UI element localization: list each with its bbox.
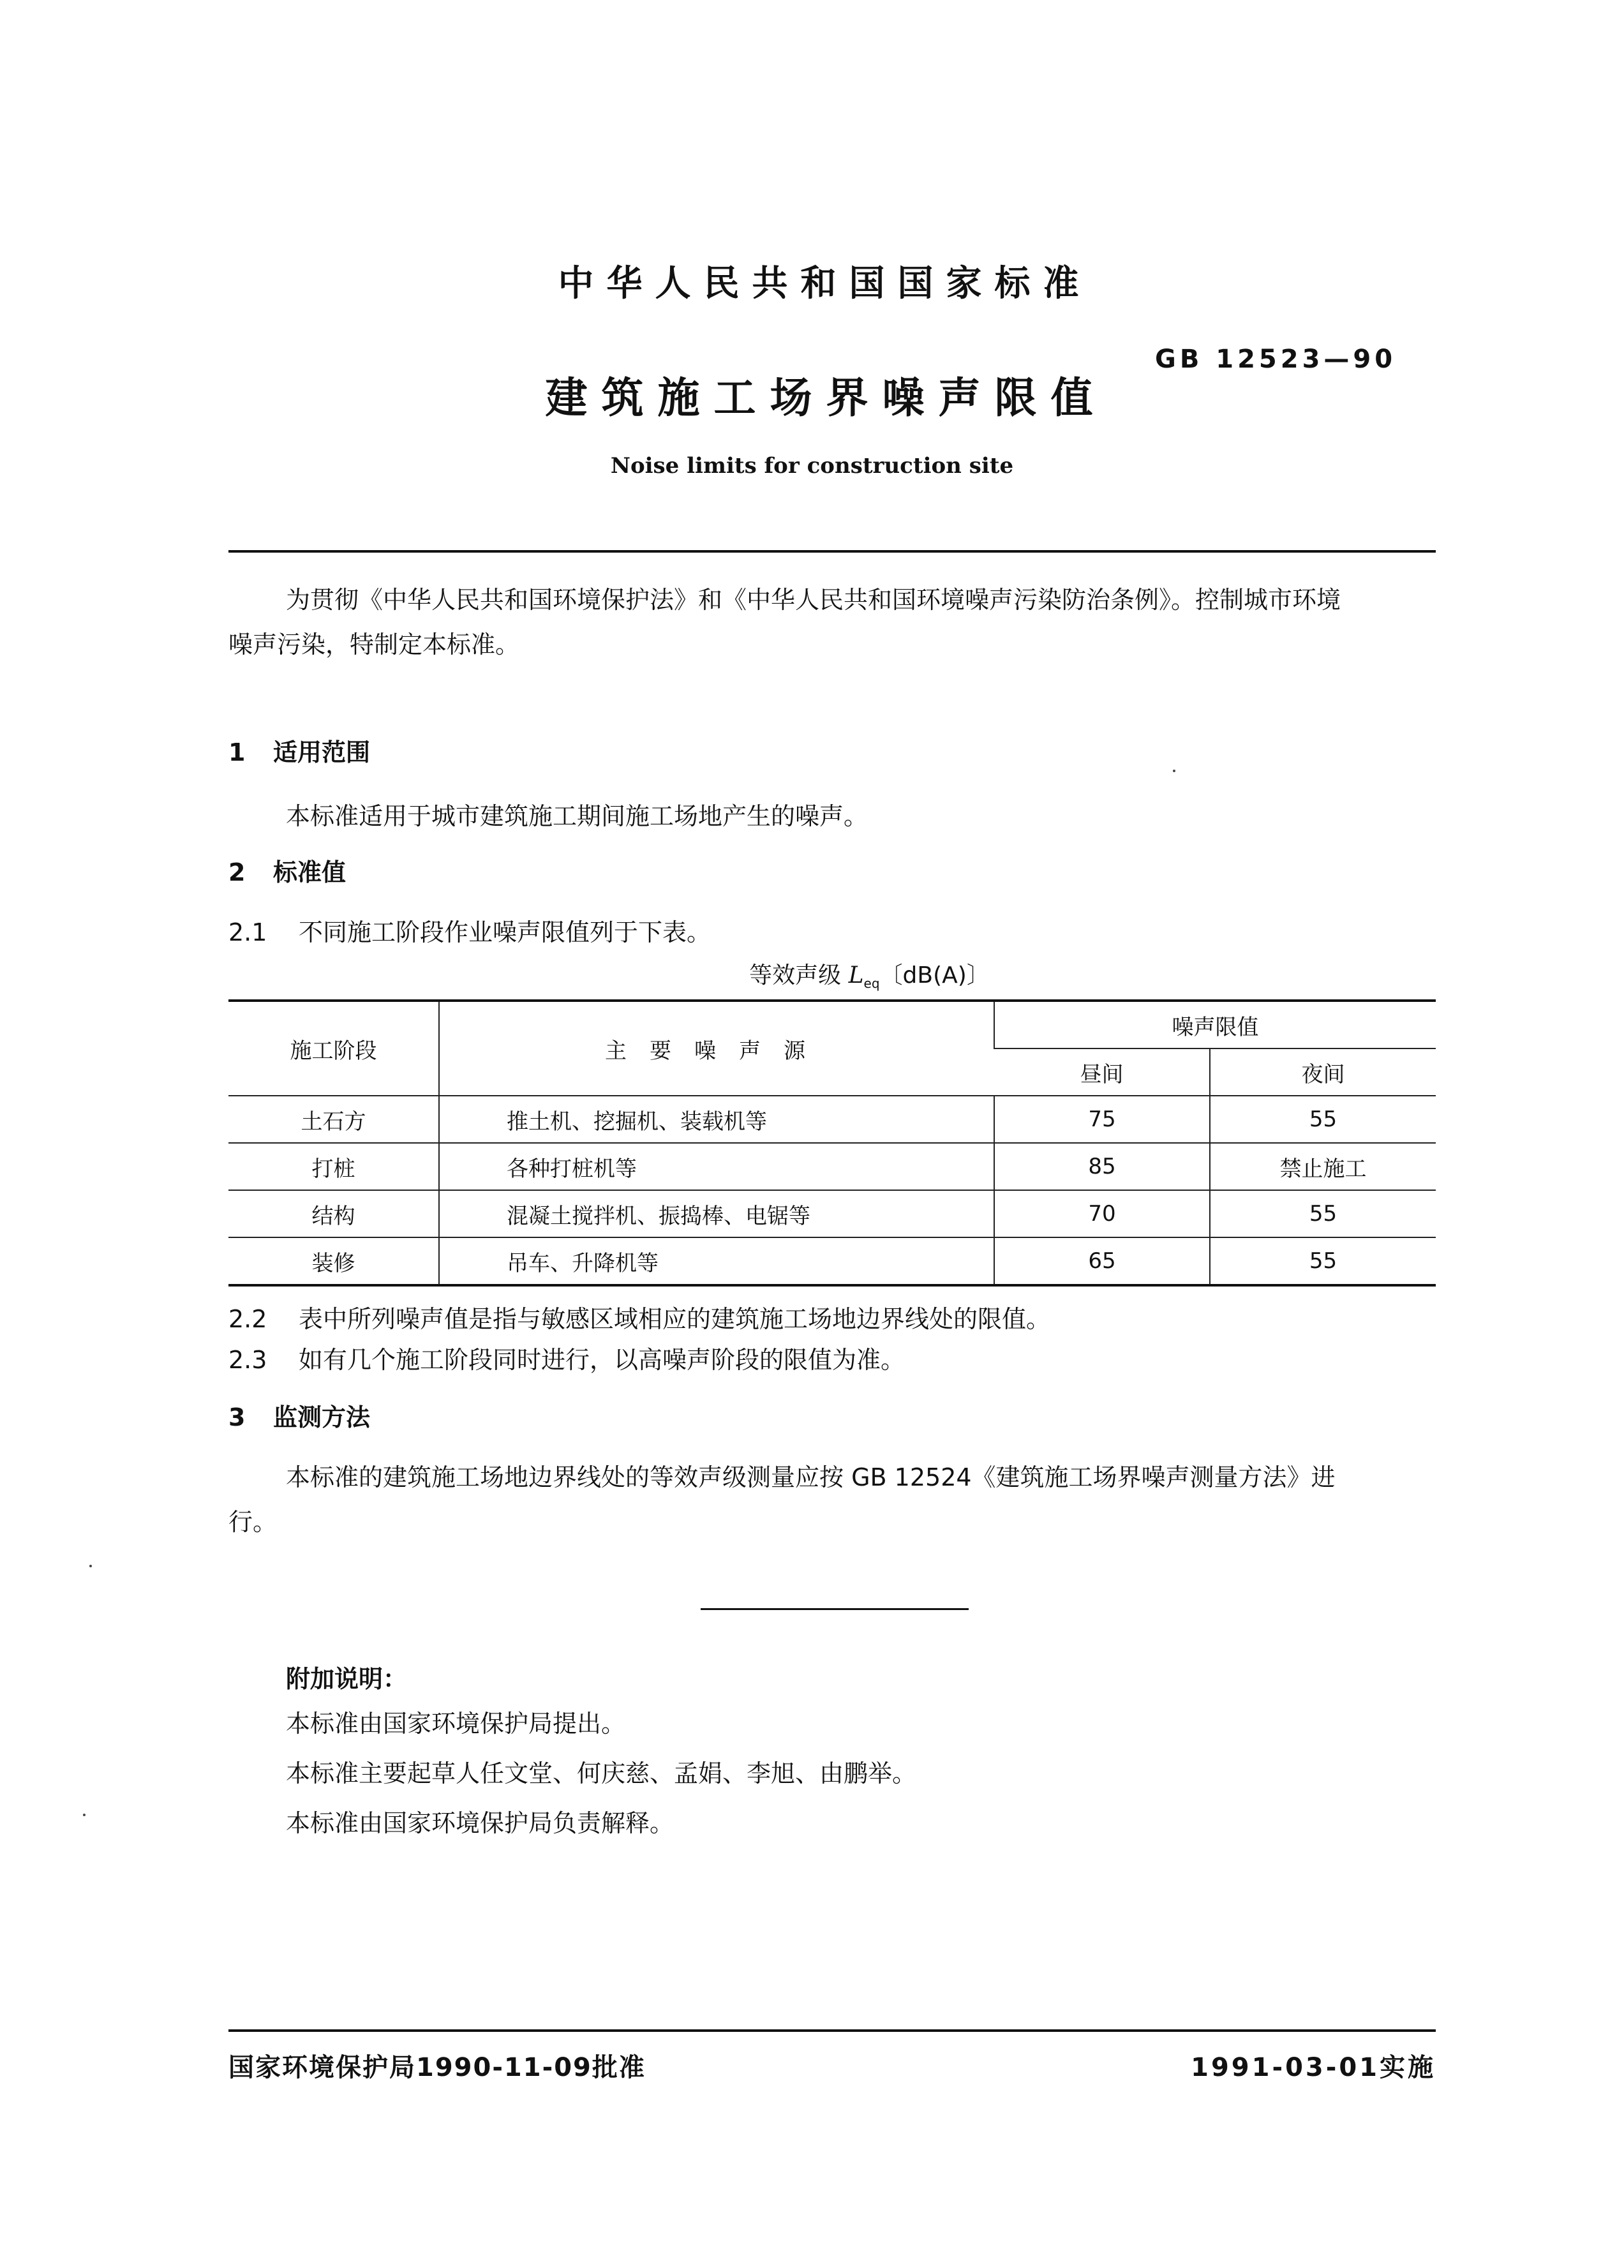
- section-2-heading: [228, 853, 346, 888]
- header-day: 昼间: [994, 1048, 1210, 1096]
- item-2-2: 2.2 表中所列噪声值是指与敏感区域相应的建筑施工场地边界线处的限值。: [228, 1305, 1051, 1333]
- appendix-title: 附加说明：: [286, 1665, 408, 1693]
- noise-limit-table: [228, 999, 1436, 1287]
- section-3-heading: [228, 1398, 370, 1433]
- section-3-number: 3: [228, 1403, 246, 1431]
- cell-source: 各种打桩机等: [439, 1143, 994, 1190]
- effective-date: 1991-03-01实施: [1191, 2053, 1436, 2082]
- appendix-line-2: 本标准主要起草人任文堂、何庆慈、孟娟、李旭、由鹏举。: [286, 1759, 917, 1787]
- section-1-title: 适用范围: [273, 738, 371, 766]
- section-1-body: 本标准适用于城市建筑施工期间施工场地产生的噪声。: [286, 802, 868, 830]
- header-night: 夜间: [1210, 1048, 1436, 1096]
- item-2-1: 2.1 不同施工阶段作业噪声限值列于下表。: [228, 918, 711, 946]
- cell-night: 55: [1210, 1096, 1436, 1143]
- table-row: [228, 1143, 1436, 1190]
- section-1-heading: [228, 733, 370, 768]
- table-row: [228, 1096, 1436, 1143]
- section-divider: [701, 1608, 969, 1610]
- scan-speck: [89, 1565, 92, 1567]
- section-2-title: 标准值: [273, 858, 346, 886]
- document-title: 建筑施工场界噪声限值: [545, 373, 1107, 422]
- cell-day: 75: [994, 1096, 1210, 1143]
- intro-line-1: 为贯彻《中华人民共和国环境保护法》和《中华人民共和国环境噪声污染防治条例》。控制城市环境: [286, 586, 1341, 614]
- section-1-number: 1: [228, 738, 246, 766]
- table-row: [228, 1190, 1436, 1237]
- table-unit-caption: 等效声级 $L_{eq}$〔dB(A)〕: [749, 962, 990, 992]
- section-3-line-2: 行。: [228, 1508, 278, 1536]
- approval-date: 国家环境保护局1990-11-09批准: [228, 2053, 646, 2082]
- cell-stage: 打桩: [228, 1143, 439, 1190]
- intro-line-2: 噪声污染，特制定本标准。: [228, 630, 520, 659]
- cell-night: 55: [1210, 1237, 1436, 1285]
- intro-paragraph: [228, 578, 1441, 667]
- scan-speck: [83, 1814, 86, 1816]
- cell-day: 65: [994, 1237, 1210, 1285]
- appendix-line-3: 本标准由国家环境保护局负责解释。: [286, 1809, 674, 1837]
- table-row: [228, 1237, 1436, 1285]
- cell-night: 55: [1210, 1190, 1436, 1237]
- cell-stage: 结构: [228, 1190, 439, 1237]
- scan-speck: [1173, 770, 1175, 772]
- header-source: 主要噪声源: [439, 1001, 994, 1096]
- cell-source: 吊车、升降机等: [439, 1237, 994, 1285]
- cell-source: 混凝土搅拌机、振捣棒、电锯等: [439, 1190, 994, 1237]
- cell-night: 禁止施工: [1210, 1143, 1436, 1190]
- standard-number: GB 12523—90: [1155, 345, 1397, 374]
- header-stage: 施工阶段: [228, 1001, 439, 1096]
- header-noise-limit: 噪声限值: [994, 1001, 1436, 1048]
- section-3-body: [228, 1455, 1441, 1544]
- cell-source: 推土机、挖掘机、装载机等: [439, 1096, 994, 1143]
- header-divider: [228, 550, 1436, 553]
- appendix-line-1: 本标准由国家环境保护局提出。: [286, 1710, 626, 1738]
- cell-stage: 土石方: [228, 1096, 439, 1143]
- cell-stage: 装修: [228, 1237, 439, 1285]
- item-2-3: 2.3 如有几个施工阶段同时进行，以高噪声阶段的限值为准。: [228, 1346, 905, 1374]
- document-subtitle-english: Noise limits for construction site: [610, 453, 1014, 479]
- section-3-title: 监测方法: [273, 1403, 371, 1431]
- section-3-line-1: 本标准的建筑施工场地边界线处的等效声级测量应按 GB 12524《建筑施工场界噪声测量方法》进: [286, 1463, 1336, 1491]
- cell-day: 85: [994, 1143, 1210, 1190]
- footer-divider: [228, 2029, 1436, 2032]
- section-2-number: 2: [228, 858, 246, 886]
- cell-day: 70: [994, 1190, 1210, 1237]
- standard-type-heading: 中华人民共和国国家标准: [558, 263, 1092, 304]
